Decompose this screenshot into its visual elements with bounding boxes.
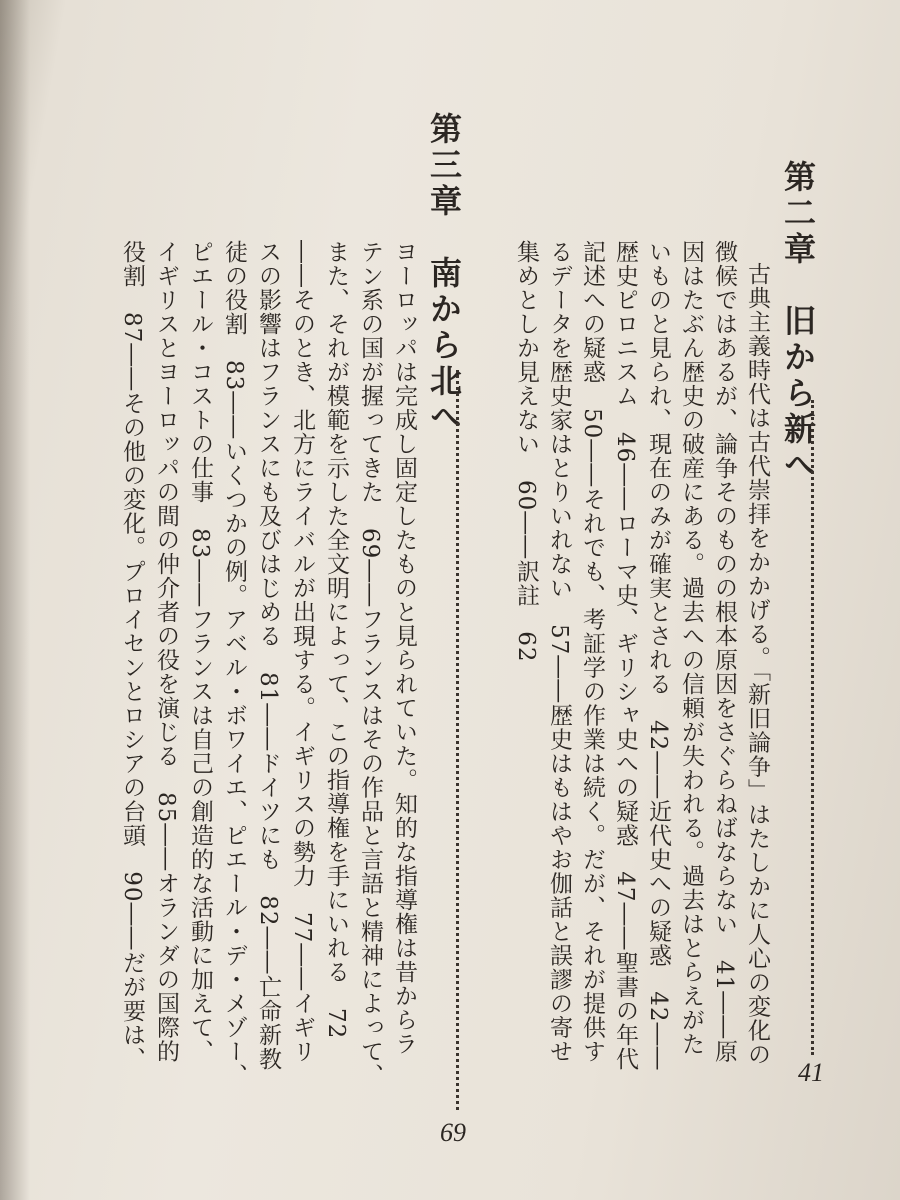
- chapter2-leader-dots: [811, 400, 814, 1055]
- page-gutter-shadow: [0, 0, 30, 1200]
- chapter2-line-3: 因はたぶん歴史の破産にある。過去への信頼が失われる。過去はとらえがた: [678, 240, 704, 1056]
- chapter3-line-9: 役割 87――その他の変化。プロイセンとロシアの台頭 90――だが要は、: [119, 240, 145, 1071]
- chapter3-line-5: スの影響はフランスにも及びはじめる 81――ドイツにも 82――亡命新教: [255, 240, 281, 1071]
- chapter3-title: 第三章 南から北へ: [425, 112, 463, 436]
- chapter3-line-4: ――そのとき、北方にライバルが出現する。イギリスの勢力 77――イギリ: [289, 240, 315, 1064]
- chapter3-leader-dots: [456, 370, 459, 1110]
- chapter2-line-4: いものと見られ、現在のみが確実とされる 42――近代史への疑惑 42――: [645, 240, 671, 1071]
- chapter2-title: 第二章 旧から新へ: [779, 160, 817, 484]
- chapter2-line-8: 集めとしか見えない 60――訳註 62: [513, 240, 539, 663]
- chapter3-line-7: ピエール・コストの仕事 83――フランスは自己の創造的な活動に加えて、: [187, 240, 213, 1064]
- chapter2-line-7: るデータを歴史家はとりいれない 57――歴史はもはやお伽話と誤謬の寄せ: [546, 240, 572, 1064]
- chapter2-line-2: 徴候ではあるが、論争そのものの根本原因をさぐらねばならない 41――原: [711, 240, 737, 1064]
- chapter3-line-3: また、それが模範を示した全文明によって、この指導権を手にいれる 72: [323, 240, 349, 1040]
- chapter2-page-number: 41: [798, 1058, 824, 1087]
- chapter3-line-1: ヨーロッパは完成し固定したものと見られていた。知的な指導権は昔からラ: [391, 240, 417, 1056]
- chapter3-line-8: イギリスとヨーロッパの間の仲介者の役を演じる 85――オランダの国際的: [153, 240, 179, 1064]
- chapter3-line-6: 徒の役割 83――いくつかの例。アベル・ボワイエ、ピエール・デ・メゾー、: [221, 240, 247, 1088]
- chapter3-page-number: 69: [440, 1118, 466, 1147]
- chapter2-line-1: 古典主義時代は古代崇拝をかかげる。「新旧論争」はたしかに人心の変化の: [744, 262, 770, 1067]
- chapter3-line-2: テン系の国が握ってきた 69――フランスはその作品と言語と精神によって、: [357, 240, 383, 1088]
- chapter2-line-5: 歴史ピロニスム 46――ローマ史、ギリシャ史への疑惑 47――聖書の年代: [612, 240, 638, 1071]
- chapter2-line-6: 記述への疑惑 50――それでも、考証学の作業は続く。だが、それが提供す: [579, 240, 605, 1064]
